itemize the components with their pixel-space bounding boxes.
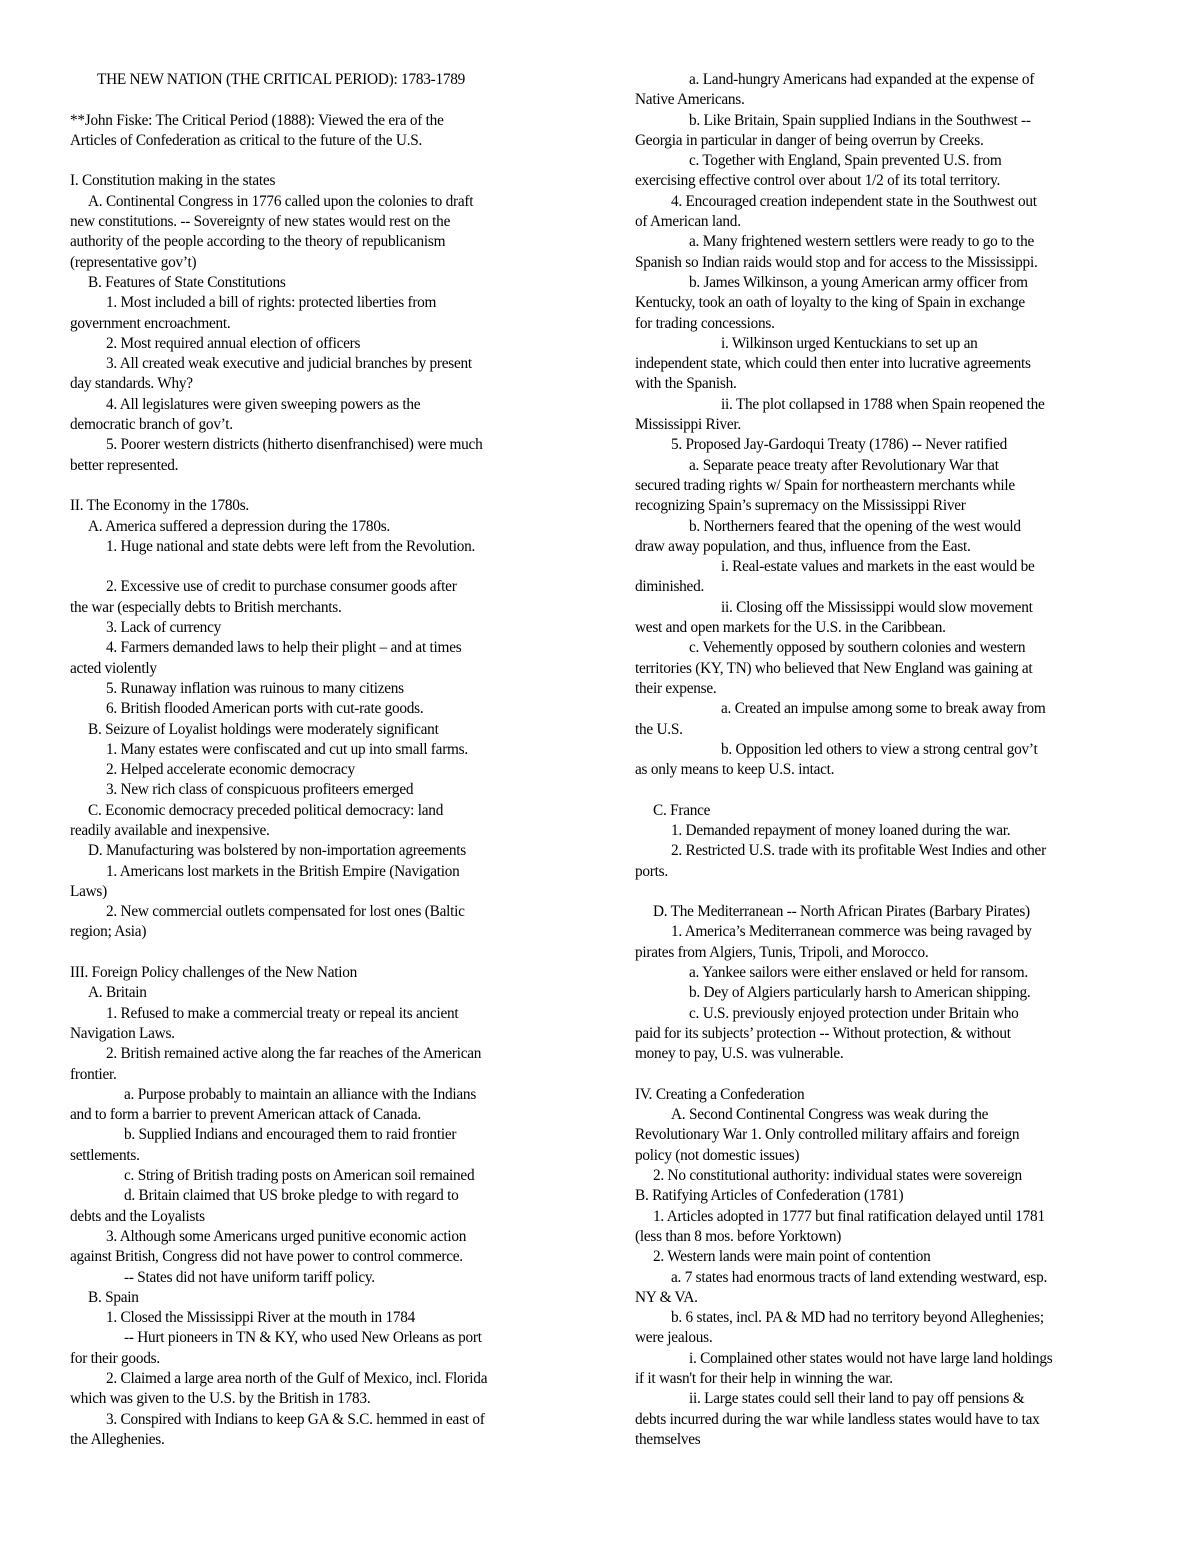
text-line: debts and the Loyalists [70,1207,205,1225]
text-line: 2. Most required annual election of officers [106,334,361,352]
text-line: b. Dey of Algiers particularly harsh to American shipping. [689,984,1031,1002]
text-line: B. Spain [88,1288,139,1306]
text-line: A. Britain [88,984,147,1002]
text-line: c. String of British trading posts on American soil remained [124,1167,475,1185]
right-column [635,70,1133,1450]
text-line: b. Like Britain, Spain supplied Indians in the Southwest -- [689,111,1031,129]
text-line: 1. Many estates were confiscated and cut up into small farms. [106,740,468,758]
text-line: if it wasn't for their help in winning the war. [635,1370,893,1387]
text-line: 4. Encouraged creation independent state in the Southwest out [671,192,1037,210]
text-line: Laws) [70,882,107,900]
text-line: c. U.S. previously enjoyed protection under Britain who [689,1004,1019,1022]
text-line: 2. New commercial outlets compensated for lost ones (Baltic [106,903,465,921]
text-line: the war (especially debts to British merchants. [70,598,342,616]
text-line: money to pay, U.S. was vulnerable. [635,1045,844,1063]
text-line: frontier. [70,1065,117,1083]
text-line: b. 6 states, incl. PA & MD had no territory beyond Alleghenies; [671,1309,1044,1327]
text-line: ii. Large states could sell their land to pay off pensions & [689,1390,1025,1408]
text-line: Revolutionary War 1. Only controlled military affairs and foreign [635,1126,1020,1144]
text-line: policy (not domestic issues) [635,1146,800,1164]
text-line [70,151,570,171]
text-line: 4. All legislatures were given sweeping powers as the [106,395,421,413]
text-line: c. Together with England, Spain prevented U.S. from [689,152,1002,170]
text-line: 1. Americans lost markets in the British Empire (Navigation [106,862,460,880]
text-line: I. Constitution making in the states [70,172,276,190]
text-line: which was given to the U.S. by the British in 1783. [70,1390,371,1408]
text-line [635,1065,1133,1085]
text-line: Kentucky, took an oath of loyalty to the king of Spain in exchange [635,294,1025,312]
text-line: 2. No constitutional authority: individual states were sovereign [653,1167,1022,1185]
text-line: 2. Claimed a large area north of the Gulf of Mexico, incl. Florida [106,1370,488,1387]
text-line: i. Wilkinson urged Kentuckians to set up an [721,334,978,352]
text-line: Spanish so Indian raids would stop and for access to the Mississippi. [635,253,1038,271]
text-line: a. Purpose probably to maintain an alliance with the Indians [124,1085,477,1103]
text-line: III. Foreign Policy challenges of the New Nation [70,964,358,982]
text-line: settlements. [70,1146,140,1164]
text-line: B. Seizure of Loyalist holdings were moderately significant [88,720,439,738]
text-line: authority of the people according to the theory of republicanism [70,233,446,251]
text-line: government encroachment. [70,314,231,332]
text-line: IV. Creating a Confederation [635,1085,805,1103]
text-line: and to form a barrier to prevent American attack of Canada. [70,1106,421,1124]
text-line: A. Second Continental Congress was weak during the [671,1106,989,1124]
text-line: ports. [635,862,668,880]
text-line: 2. Restricted U.S. trade with its profitable West Indies and other [671,842,1046,860]
text-line: debts incurred during the war while landless states would have to tax [635,1410,1040,1428]
text-line: with the Spanish. [635,375,737,393]
text-line: 1. Articles adopted in 1777 but final ratification delayed until 1781 [653,1207,1045,1225]
text-line: 2. British remained active along the far reaches of the American [106,1045,482,1063]
text-line: d. Britain claimed that US broke pledge to with regard to [124,1187,459,1205]
text-line: the Alleghenies. [70,1430,165,1448]
text-line: pirates from Algiers, Tunis, Tripoli, and Morocco. [635,943,929,961]
text-line: the U.S. [635,720,683,738]
text-line: a. Created an impulse among some to break away from [721,700,1046,718]
text-line: a. Separate peace treaty after Revolutionary War that [689,456,999,474]
text-line: diminished. [635,578,705,596]
text-line: 5. Proposed Jay-Gardoqui Treaty (1786) -- Never ratified [671,436,1008,454]
text-line: a. Yankee sailors were either enslaved or held for ransom. [689,964,1028,982]
text-line: recognizing Spain’s supremacy on the Mississippi River [635,497,966,515]
text-line: b. Opposition led others to view a strong central gov’t [721,740,1038,758]
text-line: readily available and inexpensive. [70,821,270,839]
text-line [70,476,570,496]
text-line: 2. Helped accelerate economic democracy [106,761,355,779]
text-line: 3. Although some Americans urged punitive economic action [106,1227,467,1245]
text-line: 3. Conspired with Indians to keep GA & S.C. hemmed in east of [106,1410,485,1428]
text-line: Mississippi River. [635,416,741,434]
text-line: 3. All created weak executive and judicial branches by present [106,355,472,373]
text-line: draw away population, and thus, influence from the East. [635,537,971,555]
text-line: 1. Refused to make a commercial treaty or repeal its ancient [106,1004,459,1022]
text-line: a. 7 states had enormous tracts of land extending westward, esp. [671,1268,1048,1286]
text-line: (representative gov’t) [70,253,197,271]
text-line: ii. The plot collapsed in 1788 when Spain reopened the [721,395,1045,413]
text-line: B. Ratifying Articles of Confederation (1781) [635,1187,904,1205]
text-line: (less than 8 mos. before Yorktown) [635,1227,842,1245]
text-line: of American land. [635,213,741,231]
text-line: Georgia in particular in danger of being overrun by Creeks. [635,131,984,149]
text-line: B. Features of State Constitutions [88,273,286,291]
text-line: better represented. [70,456,179,474]
text-line: Articles of Confederation as critical to the future of the U.S. [70,131,423,149]
text-line [70,90,570,110]
text-line: democratic branch of gov’t. [70,416,233,434]
text-line: D. Manufacturing was bolstered by non-importation agreements [88,842,466,860]
text-line: D. The Mediterranean -- North African Pirates (Barbary Pirates) [653,903,1030,921]
text-line: 1. Closed the Mississippi River at the mouth in 1784 [106,1309,416,1327]
text-line: 6. British flooded American ports with cut-rate goods. [106,700,424,718]
text-line: as only means to keep U.S. intact. [635,761,835,779]
text-line: A. America suffered a depression during the 1780s. [88,517,390,535]
text-line: -- States did not have uniform tariff policy. [124,1268,375,1286]
text-line: were jealous. [635,1329,713,1347]
text-line: C. Economic democracy preceded political democracy: land [88,801,444,819]
text-line: 2. Western lands were main point of contention [653,1248,931,1266]
text-line: c. Vehemently opposed by southern colonies and western [689,639,1026,657]
text-line: b. Northerners feared that the opening of the west would [689,517,1021,535]
text-line: against British, Congress did not have power to control commerce. [70,1248,463,1266]
text-line: 1. Most included a bill of rights: protected liberties from [106,294,437,312]
text-line [635,882,1133,902]
left-column [70,70,570,1450]
text-line [70,943,570,963]
text-line: 4. Farmers demanded laws to help their plight – and at times [106,639,462,657]
text-line: their expense. [635,679,717,697]
text-line [635,780,1133,800]
text-line: secured trading rights w/ Spain for northeastern merchants while [635,476,1015,494]
text-line: C. France [653,801,711,819]
text-line: a. Land-hungry Americans had expanded at the expense of [689,71,1035,88]
text-line: Navigation Laws. [70,1024,175,1042]
text-line: 3. Lack of currency [106,619,222,637]
text-line: region; Asia) [70,923,147,941]
text-line: THE NEW NATION (THE CRITICAL PERIOD): 1783-1789 [97,71,466,88]
text-line: territories (KY, TN) who believed that New England was gaining at [635,659,1033,677]
text-line: 1. Demanded repayment of money loaned during the war. [671,821,1011,839]
text-line: paid for its subjects’ protection -- Without protection, & without [635,1024,1011,1042]
text-line: b. Supplied Indians and encouraged them to raid frontier [124,1126,457,1144]
text-line: 5. Runaway inflation was ruinous to many citizens [106,679,404,697]
text-line: for their goods. [70,1349,160,1367]
text-line: acted violently [70,659,157,677]
text-line: i. Real-estate values and markets in the east would be [721,558,1035,576]
text-line: exercising effective control over about 1/2 of its total territory. [635,172,1001,190]
text-line: A. Continental Congress in 1776 called upon the colonies to draft [88,192,474,210]
text-line: independent state, which could then enter into lucrative agreements [635,355,1031,373]
text-line: i. Complained other states would not have large land holdings [689,1349,1053,1367]
text-line: ii. Closing off the Mississippi would slow movement [721,598,1033,616]
text-line: 1. Huge national and state debts were left from the Revolution. [106,537,476,555]
text-line: new constitutions. -- Sovereignty of new states would rest on the [70,213,451,231]
text-line: a. Many frightened western settlers were ready to go to the [689,233,1035,251]
text-line: **John Fiske: The Critical Period (1888): Viewed the era of the [70,111,444,129]
text-line: -- Hurt pioneers in TN & KY, who used New Orleans as port [124,1329,482,1347]
text-line: for trading concessions. [635,314,775,332]
text-line: themselves [635,1430,701,1448]
text-line: NY & VA. [635,1288,698,1306]
text-line [70,557,570,577]
text-line: II. The Economy in the 1780s. [70,497,249,515]
text-line: 1. America’s Mediterranean commerce was being ravaged by [671,923,1032,941]
text-line: west and open markets for the U.S. in the Caribbean. [635,619,946,637]
text-line: b. James Wilkinson, a young American army officer from [689,273,1028,291]
text-line: 5. Poorer western districts (hitherto disenfranchised) were much [106,436,483,454]
text-line: day standards. Why? [70,375,193,393]
text-line: 2. Excessive use of credit to purchase consumer goods after [106,578,457,596]
text-line: Native Americans. [635,91,745,109]
text-line: 3. New rich class of conspicuous profiteers emerged [106,781,414,799]
